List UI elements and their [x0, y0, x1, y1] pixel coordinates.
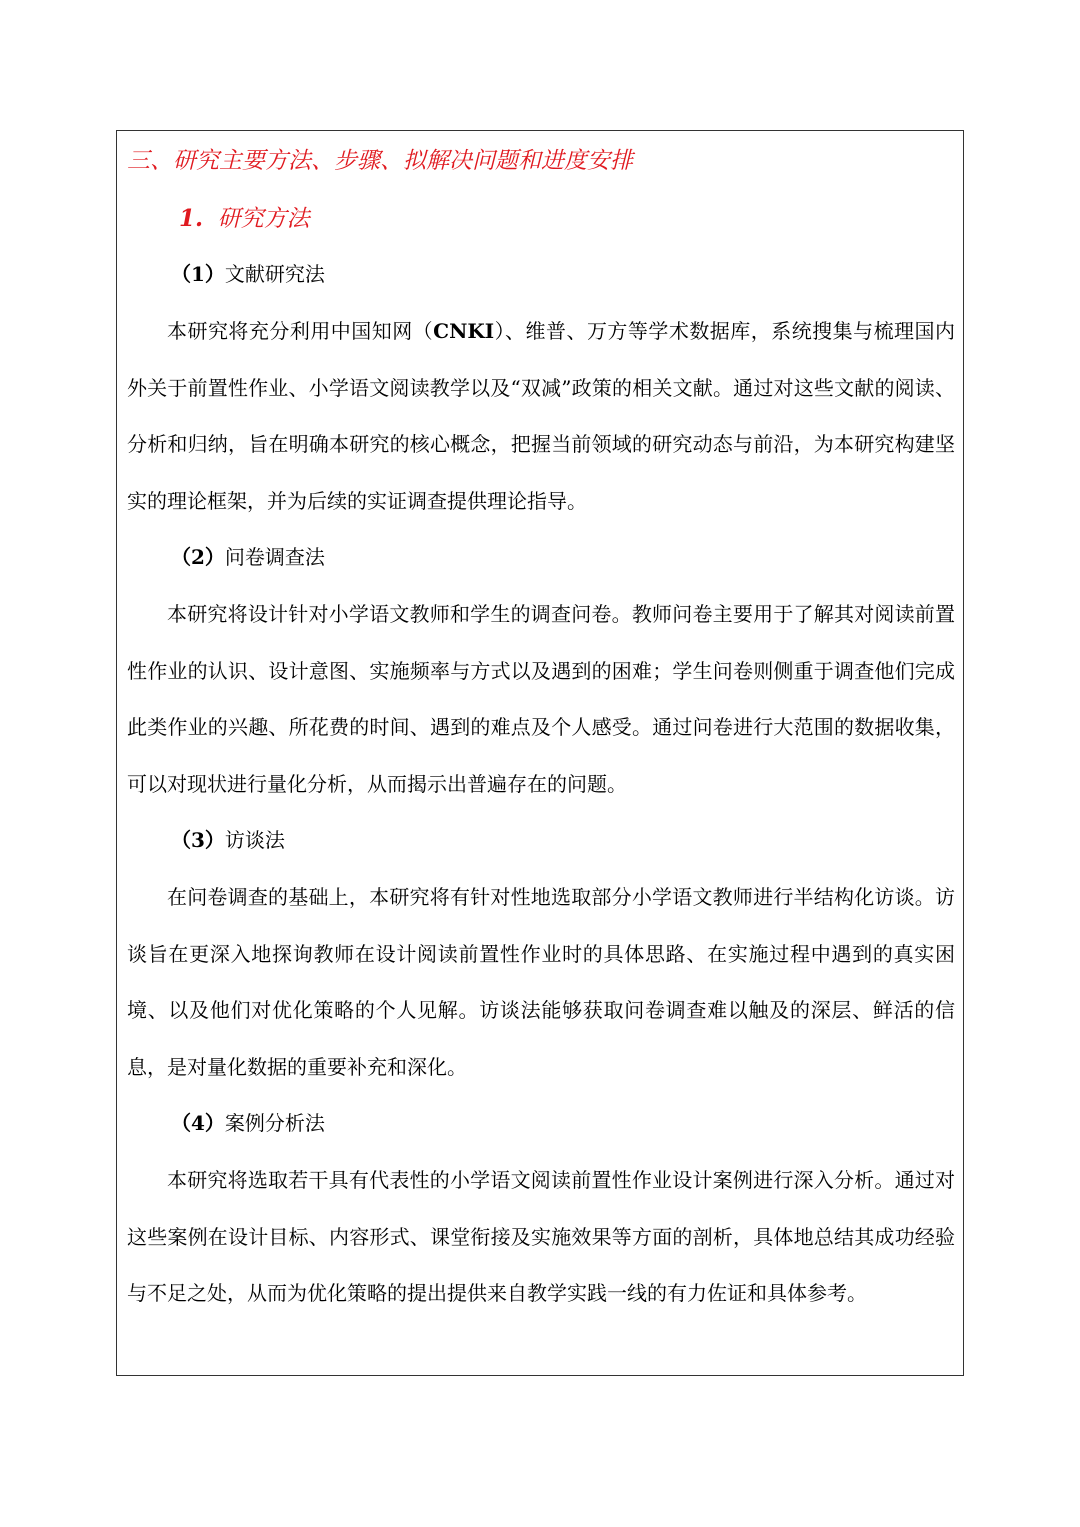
- paragraph-latin-term: CNKI: [433, 319, 495, 343]
- method-paragraph-case-analysis: 本研究将选取若干具有代表性的小学语文阅读前置性作业设计案例进行深入分析。通过对这些案例在设计目标、内容形式、课堂衔接及实施效果等方面的剖析，具体地总结其成功经验与不足之处，从而为优化策略的提出提供来自教学实践一线的有力佐证和具体参考。: [127, 1168, 955, 1306]
- method-heading-literature: [171, 259, 325, 289]
- method-name: 问卷调查法: [224, 545, 325, 569]
- method-paragraph-literature: [127, 303, 955, 529]
- method-heading-questionnaire: [171, 542, 325, 572]
- method-heading-case-analysis: [171, 1108, 325, 1138]
- method-number: （1）: [171, 262, 225, 286]
- method-paragraph-questionnaire: 本研究将设计针对小学语文教师和学生的调查问卷。教师问卷主要用于了解其对阅读前置性作业的认识、设计意图、实施频率与方式以及遇到的困难；学生问卷则侧重于调查他们完成此类作业的兴趣、所花费的时间、遇到的难点及个人感受。通过问卷进行大范围的数据收集，可以对现状进行量化分析，从而揭示出普遍存在的问题。: [127, 602, 955, 796]
- section-title: 三、研究主要方法、步骤、拟解决问题和进度安排: [127, 148, 633, 174]
- method-name: 案例分析法: [224, 1111, 325, 1135]
- method-name: 访谈法: [224, 828, 285, 852]
- method-name: 文献研究法: [224, 262, 325, 286]
- method-paragraph-interview: 在问卷调查的基础上，本研究将有针对性地选取部分小学语文教师进行半结构化访谈。访谈旨在更深入地探询教师在设计阅读前置性作业时的具体思路、在实施过程中遇到的真实困境、以及他们对优化策略的个人见解。访谈法能够获取问卷调查难以触及的深层、鲜活的信息，是对量化数据的重要补充和深化。: [127, 885, 955, 1079]
- method-number: （4）: [171, 1111, 225, 1135]
- paragraph-text: ）、维普、万方等学术数据库，系统搜集与梳理国内外关于前置性作业、小学语文阅读教学以及“双减”政策的相关文献。通过对这些文献的阅读、分析和归纳，旨在明确本研究的核心概念，把握当前领域的研究动态与前沿，为本研究构建坚实的理论框架，并为后续的实证调查提供理论指导。: [127, 319, 956, 513]
- subsection-title: [179, 201, 310, 237]
- subsection-text: 研究方法: [217, 206, 310, 232]
- method-number: （3）: [171, 828, 225, 852]
- method-heading-interview: [171, 825, 285, 855]
- paragraph-text: 本研究将充分利用中国知网（: [167, 319, 434, 343]
- content-frame: [116, 130, 964, 1376]
- subsection-number: 1.: [179, 205, 204, 232]
- method-number: （2）: [171, 545, 225, 569]
